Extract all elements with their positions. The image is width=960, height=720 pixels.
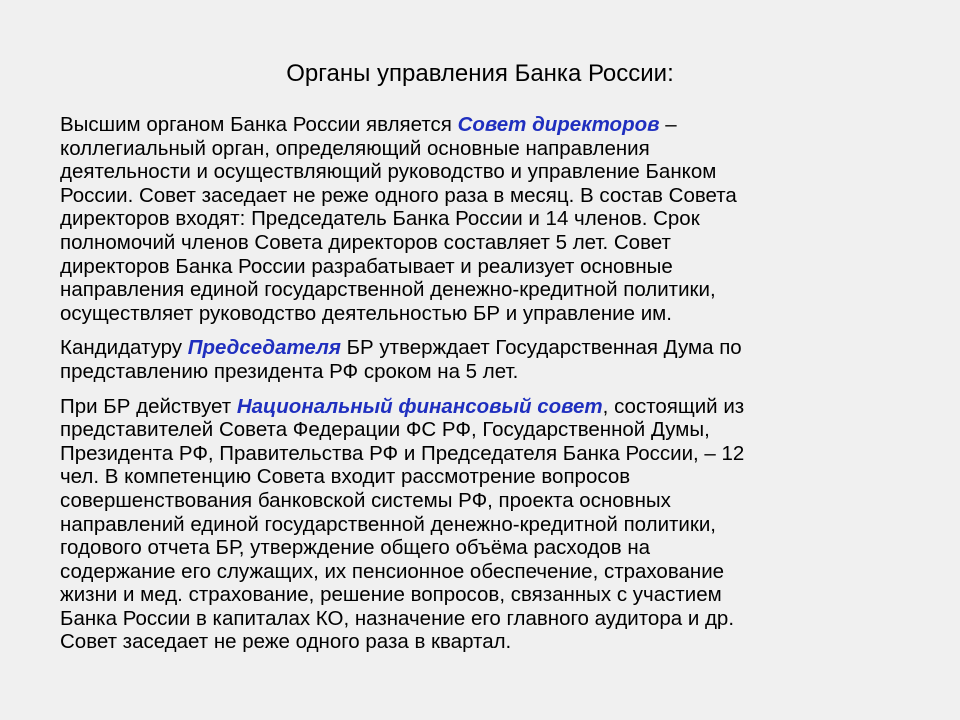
text-line xyxy=(60,583,910,607)
line-text: представлению президента РФ сроком на 5 лет. xyxy=(60,359,519,383)
line-text: директоров входят: Председатель Банка России и 14 членов. Срок xyxy=(60,207,700,231)
text-line xyxy=(60,136,910,161)
line-text: Высшим органом Банка России является xyxy=(60,113,458,136)
text-line xyxy=(60,512,910,537)
text-line xyxy=(60,278,910,302)
text-line xyxy=(60,254,910,279)
text-line xyxy=(60,207,910,231)
text-line xyxy=(60,301,910,326)
line-text: деятельности и осуществляющий руководство и управление Банком xyxy=(60,160,717,184)
line-text: осуществляет руководство деятельностью БР и управление им. xyxy=(60,301,672,325)
paragraph xyxy=(60,336,910,383)
line-text: , состоящий из xyxy=(602,394,745,418)
line-text: Кандидатуру xyxy=(60,336,188,360)
text-line xyxy=(60,465,910,489)
line-text: направлений единой государственной денежно-кредитной политики, xyxy=(60,512,716,536)
line-text: – xyxy=(659,113,677,136)
line-text: годового отчета БР, утверждение общего объёма расходов на xyxy=(60,536,651,560)
text-line xyxy=(60,230,910,255)
line-text: коллегиальный орган, определяющий основные направления xyxy=(60,136,650,160)
text-line xyxy=(60,630,910,654)
line-text: Совет заседает не реже одного раза в квартал. xyxy=(60,630,512,654)
text-line xyxy=(60,559,910,584)
line-text: представителей Совета Федерации ФС РФ, Государственной Думы, xyxy=(60,418,710,442)
text-line xyxy=(60,418,910,442)
line-text: России. Совет заседает не реже одного раза в месяц. В состав Совета xyxy=(60,183,737,207)
line-text: БР утверждает Государственная Дума по xyxy=(340,336,742,360)
text-line xyxy=(60,160,910,184)
line-text: чел. В компетенцию Совета входит рассмотрение вопросов xyxy=(60,465,631,489)
line-text: содержание его служащих, их пенсионное обеспечение, страхование xyxy=(60,559,725,583)
line-text: Президента РФ, Правительства РФ и Председателя Банка России, – 12 xyxy=(60,441,745,465)
text-line xyxy=(60,394,910,419)
text-line xyxy=(60,113,910,137)
text-line xyxy=(60,536,910,560)
text-line xyxy=(60,606,910,631)
highlighted-term: Национальный финансовый совет xyxy=(236,394,603,418)
text-line xyxy=(60,441,910,466)
line-text: Банка России в капиталах КО, назначение его главного аудитора и др. xyxy=(60,606,735,630)
highlighted-term: Председателя xyxy=(187,336,341,360)
paragraph xyxy=(60,113,910,325)
line-text: направления единой государственной денежно-кредитной политики, xyxy=(60,278,716,302)
text-line xyxy=(60,359,910,384)
line-text: жизни и мед. страхование, решение вопросов, связанных с участием xyxy=(60,583,722,607)
text-line xyxy=(60,183,910,208)
line-text: совершенствования банковской системы РФ, проекта основных xyxy=(60,488,671,512)
paragraph xyxy=(60,395,910,655)
text-line xyxy=(60,488,910,513)
slide-title: Органы управления Банка России: xyxy=(286,60,674,87)
highlighted-term: Совет директоров xyxy=(457,113,660,136)
slide-content xyxy=(60,113,910,654)
line-text: полномочий членов Совета директоров составляет 5 лет. Совет xyxy=(60,230,671,254)
line-text: При БР действует xyxy=(60,394,237,418)
line-text: директоров Банка России разрабатывает и реализует основные xyxy=(60,254,673,278)
text-line xyxy=(60,336,910,360)
